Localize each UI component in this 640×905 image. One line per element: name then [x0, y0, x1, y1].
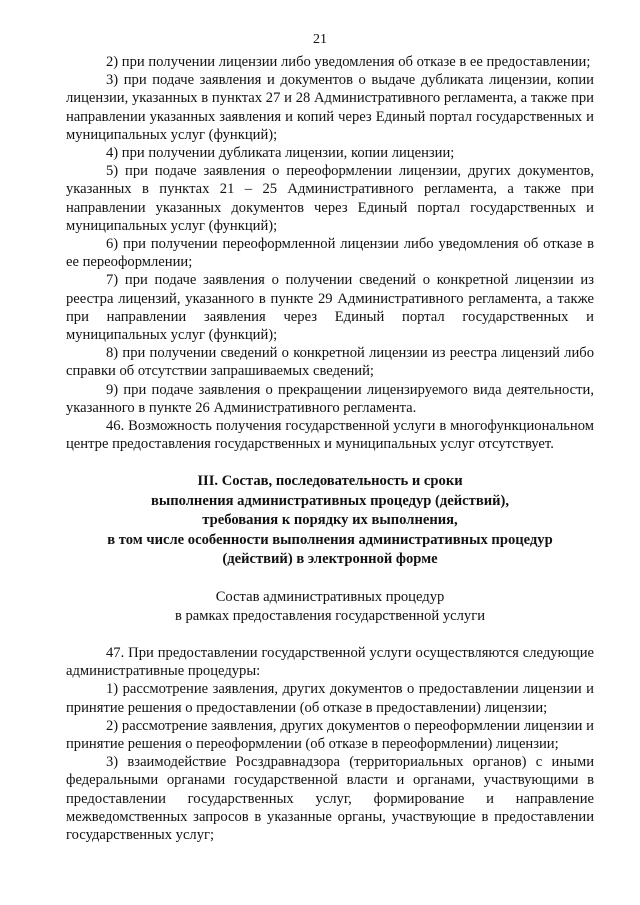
section-heading-line: III. Состав, последовательность и сроки — [197, 473, 463, 490]
paragraph: 4) при получении дубликата лицензии, копии лицензии; — [106, 145, 455, 162]
subheading-line: Состав административных процедур — [215, 588, 445, 605]
section-heading-line: выполнения административных процедур (действий), — [150, 492, 510, 509]
paragraph: 1) рассмотрение заявления, других документов о предоставлении лицензии и принятие решения о предоставлении (об отказе в предоставлении) лицензии; — [66, 681, 594, 716]
paragraph: 8) при получении сведений о конкретной лицензии из реестра лицензий либо справки об отсутствии запрашиваемых сведений; — [66, 345, 594, 380]
section-heading — [66, 472, 594, 570]
section-heading-line: (действий) в электронной форме — [222, 551, 438, 568]
page-content — [66, 53, 594, 844]
paragraph: 5) при подаче заявления о переоформлении лицензии, других документов, указанных в пунктах 21 – 25 Административного регламента, а также при направлении указанных документов через Единый портал государственных и муниципальных услуг (функций); — [66, 163, 594, 234]
paragraph: 7) при подаче заявления о получении сведений о конкретной лицензии из реестра лицензий, указанного в пункте 29 Административного регламента, а также при направлении заявления через Единый портал государственных и муниципальных услуг (функций); — [66, 272, 594, 344]
section-heading-line: требования к порядку их выполнения, — [202, 512, 458, 529]
subheading-line: в рамках предоставления государственной услуги — [174, 607, 486, 624]
section-heading-line: в том числе особенности выполнения административных процедур — [107, 531, 553, 548]
paragraph: 46. Возможность получения государственной услуги в многофункциональном центре предоставления государственных и муниципальных услуг отсутствует. — [66, 418, 594, 453]
paragraph: 3) взаимодействие Росздравнадзора (территориальных органов) с иными федеральными органами государственной власти и органами, участвующими в предоставлении государственных услуг, формирование и направление межведомственных запросов в указанные органы, участвующие в предоставлении государственных услуг; — [66, 754, 594, 843]
page-number: 21 — [313, 32, 327, 47]
paragraph: 6) при получении переоформленной лицензии либо уведомления об отказе в ее переоформлении; — [66, 236, 594, 271]
paragraph: 47. При предоставлении государственной услуги осуществляются следующие административные процедуры: — [66, 644, 594, 680]
paragraph: 3) при подаче заявления и документов о выдаче дубликата лицензии, копии лицензии, указанных в пунктах 27 и 28 Административного регламента, а также при направлении указанных заявления и копий через Единый портал государственных и муниципальных услуг (функций); — [66, 72, 594, 143]
paragraph: 9) при подаче заявления о прекращении лицензируемого вида деятельности, указанного в пункте 26 Административного регламента. — [66, 381, 594, 416]
paragraph: 2) рассмотрение заявления, других документов о переоформлении лицензии и принятие решения о переоформлении (об отказе в переоформлении) лицензии; — [66, 717, 594, 752]
paragraph: 2) при получении лицензии либо уведомления об отказе в ее предоставлении; — [106, 54, 591, 70]
subheading — [66, 588, 594, 626]
